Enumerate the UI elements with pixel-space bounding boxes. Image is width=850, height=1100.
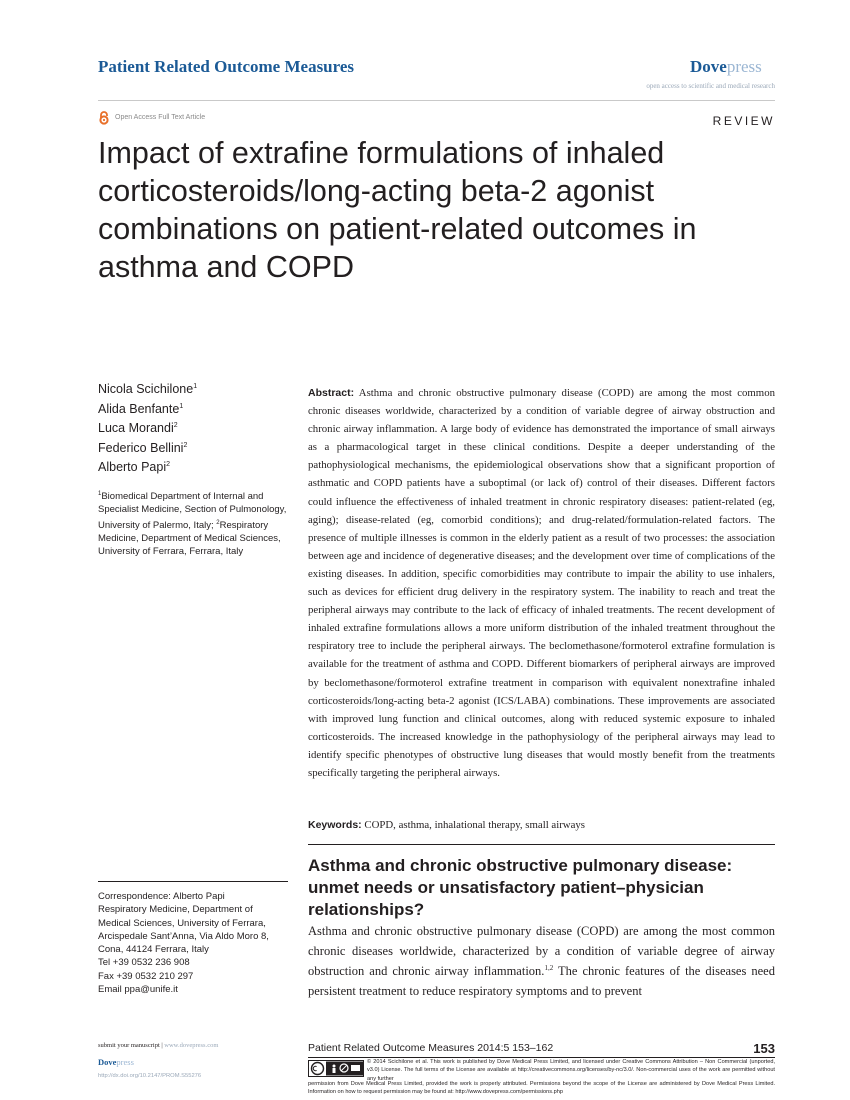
keywords-label: Keywords: bbox=[308, 819, 362, 831]
open-access-label: Open Access Full Text Article bbox=[115, 114, 206, 121]
reference-link[interactable]: 1,2 bbox=[544, 963, 554, 972]
author-name: Alberto Papi bbox=[98, 460, 167, 474]
author-list bbox=[98, 380, 288, 478]
author-name: Federico Bellini bbox=[98, 440, 184, 455]
affiliation-mark: 2 bbox=[216, 519, 220, 526]
correspondence-email[interactable]: Email ppa@unife.it bbox=[98, 984, 178, 996]
keywords bbox=[308, 816, 775, 834]
author-name: Luca Morandi bbox=[98, 421, 174, 435]
author-affiliation-mark: 2 bbox=[173, 421, 178, 429]
author-affiliation-mark: 1 bbox=[179, 402, 184, 410]
footer-logo-press: press bbox=[116, 1057, 134, 1067]
author[interactable] bbox=[98, 400, 288, 420]
keywords-text: COPD, asthma, inhalational therapy, small airways bbox=[361, 819, 585, 831]
page-number: 153 bbox=[753, 1041, 775, 1056]
author-name: Nicola Scichilone bbox=[98, 382, 194, 396]
open-access-icon bbox=[98, 111, 110, 125]
correspondence-block bbox=[98, 890, 298, 996]
correspondence-line: Tel +39 0532 236 908 bbox=[98, 957, 190, 969]
abstract bbox=[308, 384, 775, 782]
affiliations bbox=[98, 488, 288, 558]
correspondence-line: Correspondence: Alberto Papi bbox=[98, 891, 225, 902]
submit-manuscript[interactable] bbox=[98, 1042, 218, 1049]
affiliation-text: Respiratory Medicine, Department of Medical Sciences, University of Ferrara, Ferrara, Italy bbox=[98, 519, 281, 558]
section-heading: Asthma and chronic obstructive pulmonary disease: unmet needs or unsatisfactory patient–physician relationships? bbox=[308, 856, 733, 919]
article-type: REVIEW bbox=[712, 114, 775, 128]
publisher-logo-press: press bbox=[726, 57, 762, 76]
submit-manuscript-label: submit your manuscript | bbox=[98, 1042, 165, 1049]
publisher-logo[interactable] bbox=[690, 57, 762, 77]
correspondence-line: Fax +39 0532 210 297 bbox=[98, 970, 194, 982]
abstract-divider bbox=[308, 844, 775, 845]
publisher-logo-dove: Dove bbox=[690, 57, 727, 76]
correspondence-line: Medical Sciences, University of Ferrara, bbox=[98, 917, 266, 929]
correspondence-line: Cona, 44124 Ferrara, Italy bbox=[98, 944, 209, 956]
correspondence-line: Arcispedale Sant’Anna, Via Aldo Moro 8, bbox=[98, 930, 269, 942]
affiliation-mark: 1 bbox=[98, 491, 102, 497]
footer-publisher-logo[interactable] bbox=[98, 1057, 134, 1067]
correspondence-line: Respiratory Medicine, Department of bbox=[98, 904, 253, 916]
author-affiliation-mark: 2 bbox=[166, 460, 171, 468]
author[interactable] bbox=[98, 419, 288, 439]
author-name: Alida Benfante bbox=[98, 401, 180, 416]
license-text: © 2014 Scichilone et al. This work is published by Dove Medical Press Limited, and licensed under Creative Commons Attribution – Non Commercial (unported, v3.0) License. The full terms of the License are available at http://creativecommons.org/licenses/by-nc/3.0/. Non-commercial uses of the work are permitted without any further bbox=[367, 1059, 775, 1082]
affiliation-text: Biomedical Department of Internal and Specialist Medicine, Section of Pulmonology, University of Palermo, Italy; bbox=[98, 491, 287, 531]
body-text: Asthma and chronic obstructive pulmonary disease (COPD) are among the most common chronic diseases worldwide, characterized by a condition of variable degree of airway obstruction and chronic airway inflammation. bbox=[308, 924, 775, 978]
journal-citation: Patient Related Outcome Measures 2014:5 153–162 bbox=[308, 1042, 554, 1054]
article-title: Impact of extrafine formulations of inhaled corticosteroids/long-acting beta-2 agonist combinations on patient-related outcomes in asthma and COPD bbox=[98, 136, 697, 284]
author[interactable] bbox=[98, 380, 288, 400]
abstract-label: Abstract: bbox=[308, 387, 355, 399]
author-affiliation-mark: 1 bbox=[193, 382, 198, 390]
abstract-text: Asthma and chronic obstructive pulmonary disease (COPD) are among the most common chronic diseases worldwide, characterized by a condition of variable degree of airway obstruction and chronic airway inflammation. A large body of evidence has demonstrated the importance of small airways as a pharmacological target in these clinical conditions. Despite a deeper understanding of the pathophysiological mechanisms, the epidemiological observations show that a significant proportion of asthmatic and COPD patients have a suboptimal (or lack of) control of their diseases. Different factors could influence the effectiveness of inhaled treatment in chronic respiratory diseases: patient-related (eg, aging); disease-related (eg, comorbid conditions); and drug-related/formulation-related factors. The presence of multiple illnesses is common in the elderly patient as a result of two processes: the association between age and incidence of degenerative diseases; and the development over time of complications of the existing diseases. In addition, specific comorbidities may contribute to impair the ability to use inhalers, such as devices for efficient drug delivery in the respiratory system. The inability to reach and treat the peripheral airways may contribute to the lack of efficacy of inhaled treatments. The recent development of inhaled extrafine formulations allows a more uniform distribution of the inhaled treatment throughout the respiratory tree to include the peripheral airways. The beclomethasone/formoterol extrafine formulation is available for the treatment of asthma and COPD. Different biomarkers of peripheral airways are improved by beclomethasone/formoterol extrafine treatment in comparison with equivalent nonextrafine inhaled corticosteroids/long-acting beta-2 agonist (ICS/LABA) combinations. These improvements are associated with improved lung function and clinical outcomes, along with reduced systemic exposure to inhaled corticosteroids. The increased knowledge in the pathophysiology of the peripheral airways may lead to identify specific phenotypes of obstructive lung diseases that would mostly benefit from the treatments specifically targeting the peripheral airways. bbox=[308, 387, 775, 779]
body-text: The chronic features of the diseases need persistent treatment to reduce respiratory symptoms and to prevent bbox=[308, 964, 775, 998]
footer-logo-dove: Dove bbox=[98, 1057, 117, 1067]
journal-title: Patient Related Outcome Measures bbox=[98, 57, 355, 76]
body-paragraph bbox=[308, 921, 775, 1001]
author[interactable] bbox=[98, 439, 288, 459]
submit-manuscript-link[interactable]: www.dovepress.com bbox=[164, 1042, 219, 1049]
license-text: permission from Dove Medical Press Limited, provided the work is properly attributed. Permissions beyond the scope of the License are administered by Dove Medical Press Limited. Information on how to request permission may be found at: http://www.dovepress.com/permissions.php bbox=[308, 1081, 775, 1096]
header-divider bbox=[98, 100, 775, 101]
doi-link[interactable]: http://dx.doi.org/10.2147/PROM.S55276 bbox=[98, 1073, 202, 1079]
publisher-tagline: open access to scientific and medical research bbox=[646, 82, 775, 90]
author-affiliation-mark: 2 bbox=[183, 441, 188, 449]
author[interactable] bbox=[98, 458, 288, 478]
correspondence-divider bbox=[98, 881, 288, 882]
creative-commons-license-icon[interactable] bbox=[308, 1060, 364, 1077]
